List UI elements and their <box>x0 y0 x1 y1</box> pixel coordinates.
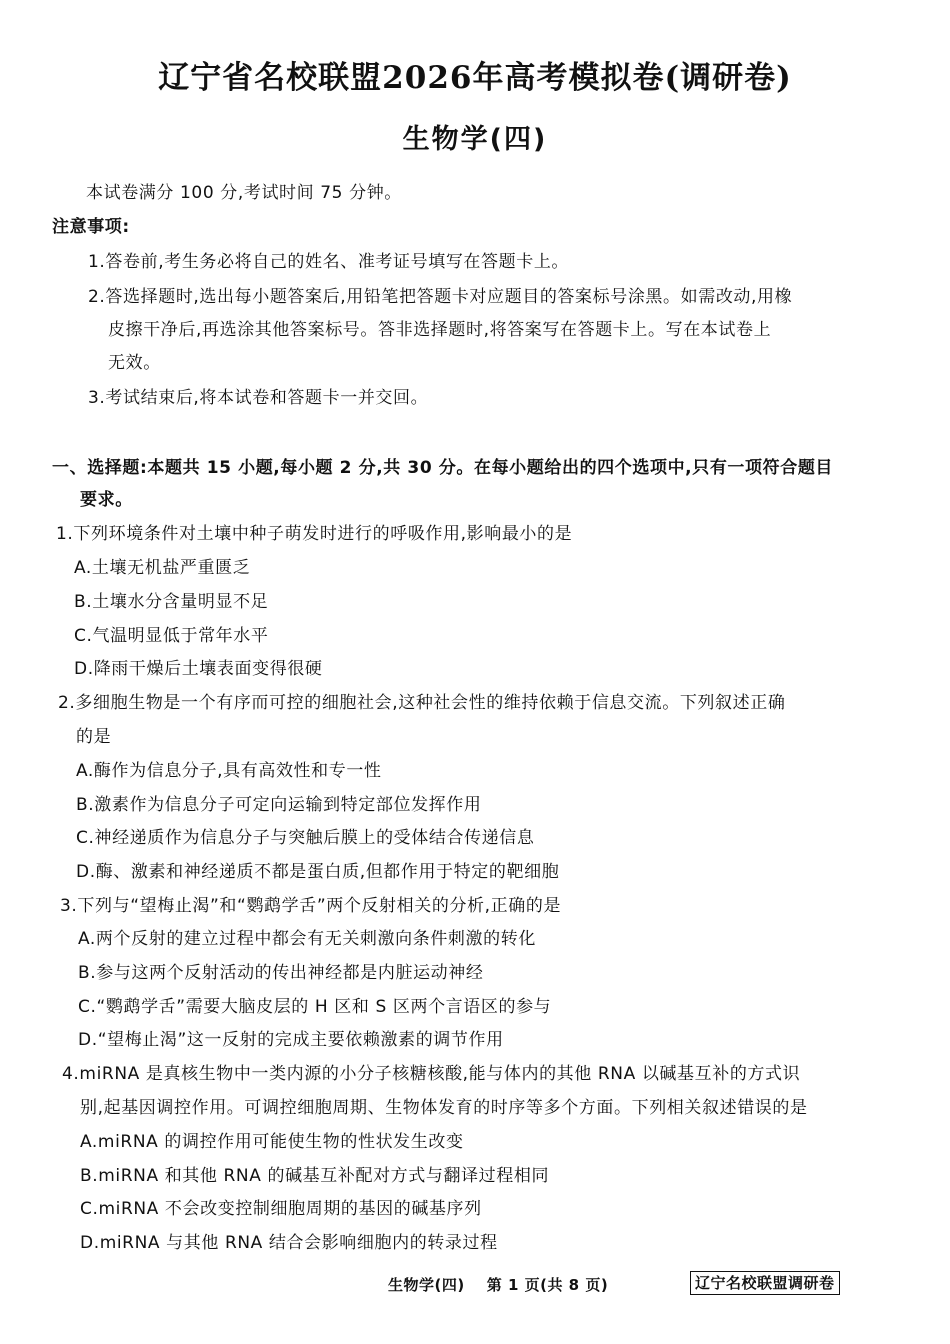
question-option: C.神经递质作为信息分子与突触后膜上的受体结合传递信息 <box>76 828 535 848</box>
question-option: C.气温明显低于常年水平 <box>74 626 269 646</box>
question-option: A.两个反射的建立过程中都会有无关刺激向条件刺激的转化 <box>78 929 536 949</box>
section-heading-continued: 要求。 <box>80 490 133 510</box>
question-option: D.酶、激素和神经递质不都是蛋白质,但都作用于特定的靶细胞 <box>76 862 560 882</box>
question-option: A.miRNA 的调控作用可能使生物的性状发生改变 <box>80 1132 464 1152</box>
notice-item: 3.考试结束后,将本试卷和答题卡一并交回。 <box>88 388 429 408</box>
question-stem: 3.下列与“望梅止渴”和“鹦鹉学舌”两个反射相关的分析,正确的是 <box>60 896 562 916</box>
section-heading: 一、选择题:本题共 15 小题,每小题 2 分,共 30 分。在每小题给出的四个选项中,只有一项符合题目 <box>52 458 834 478</box>
question-option: D.miRNA 与其他 RNA 结合会影响细胞内的转录过程 <box>80 1233 498 1253</box>
question-option: B.miRNA 和其他 RNA 的碱基互补配对方式与翻译过程相同 <box>80 1166 550 1186</box>
exam-title: 辽宁省名校联盟2026年高考模拟卷(调研卷) <box>158 60 792 96</box>
intro-text: 本试卷满分 100 分,考试时间 75 分钟。 <box>86 183 402 203</box>
question-option: C.“鹦鹉学舌”需要大脑皮层的 H 区和 S 区两个言语区的参与 <box>78 997 552 1017</box>
question-option: D.降雨干燥后土壤表面变得很硬 <box>74 659 323 679</box>
exam-subtitle: 生物学(四) <box>402 124 548 155</box>
notice-heading: 注意事项: <box>52 217 130 237</box>
footer-subject: 生物学(四) <box>388 1276 465 1294</box>
question-stem-continued: 别,起基因调控作用。可调控细胞周期、生物体发育的时序等多个方面。下列相关叙述错误的是 <box>80 1098 808 1118</box>
question-option: A.土壤无机盐严重匮乏 <box>74 558 251 578</box>
question-stem-continued: 的是 <box>76 727 112 747</box>
footer-badge: 辽宁名校联盟调研卷 <box>690 1271 840 1295</box>
notice-item-continued: 皮擦干净后,再选涂其他答案标号。答非选择题时,将答案写在答题卡上。写在本试卷上 <box>108 320 772 340</box>
notice-item: 2.答选择题时,选出每小题答案后,用铅笔把答题卡对应题目的答案标号涂黑。如需改动,用橡 <box>88 287 793 307</box>
question-option: B.土壤水分含量明显不足 <box>74 592 269 612</box>
notice-item-continued: 无效。 <box>108 353 161 373</box>
footer-page-number: 第 1 页(共 8 页) <box>486 1276 609 1294</box>
question-stem: 4.miRNA 是真核生物中一类内源的小分子核糖核酸,能与体内的其他 RNA 以碱基互补的方式识 <box>62 1064 801 1084</box>
page-footer <box>388 1274 608 1295</box>
question-option: B.激素作为信息分子可定向运输到特定部位发挥作用 <box>76 795 482 815</box>
question-stem: 2.多细胞生物是一个有序而可控的细胞社会,这种社会性的维持依赖于信息交流。下列叙述正确 <box>58 693 786 713</box>
question-option: B.参与这两个反射活动的传出神经都是内脏运动神经 <box>78 963 484 983</box>
question-option: C.miRNA 不会改变控制细胞周期的基因的碱基序列 <box>80 1199 482 1219</box>
notice-item: 1.答卷前,考生务必将自己的姓名、准考证号填写在答题卡上。 <box>88 252 570 272</box>
question-stem: 1.下列环境条件对土壤中种子萌发时进行的呼吸作用,影响最小的是 <box>56 524 573 544</box>
question-option: A.酶作为信息分子,具有高效性和专一性 <box>76 761 382 781</box>
question-option: D.“望梅止渴”这一反射的完成主要依赖激素的调节作用 <box>78 1030 504 1050</box>
